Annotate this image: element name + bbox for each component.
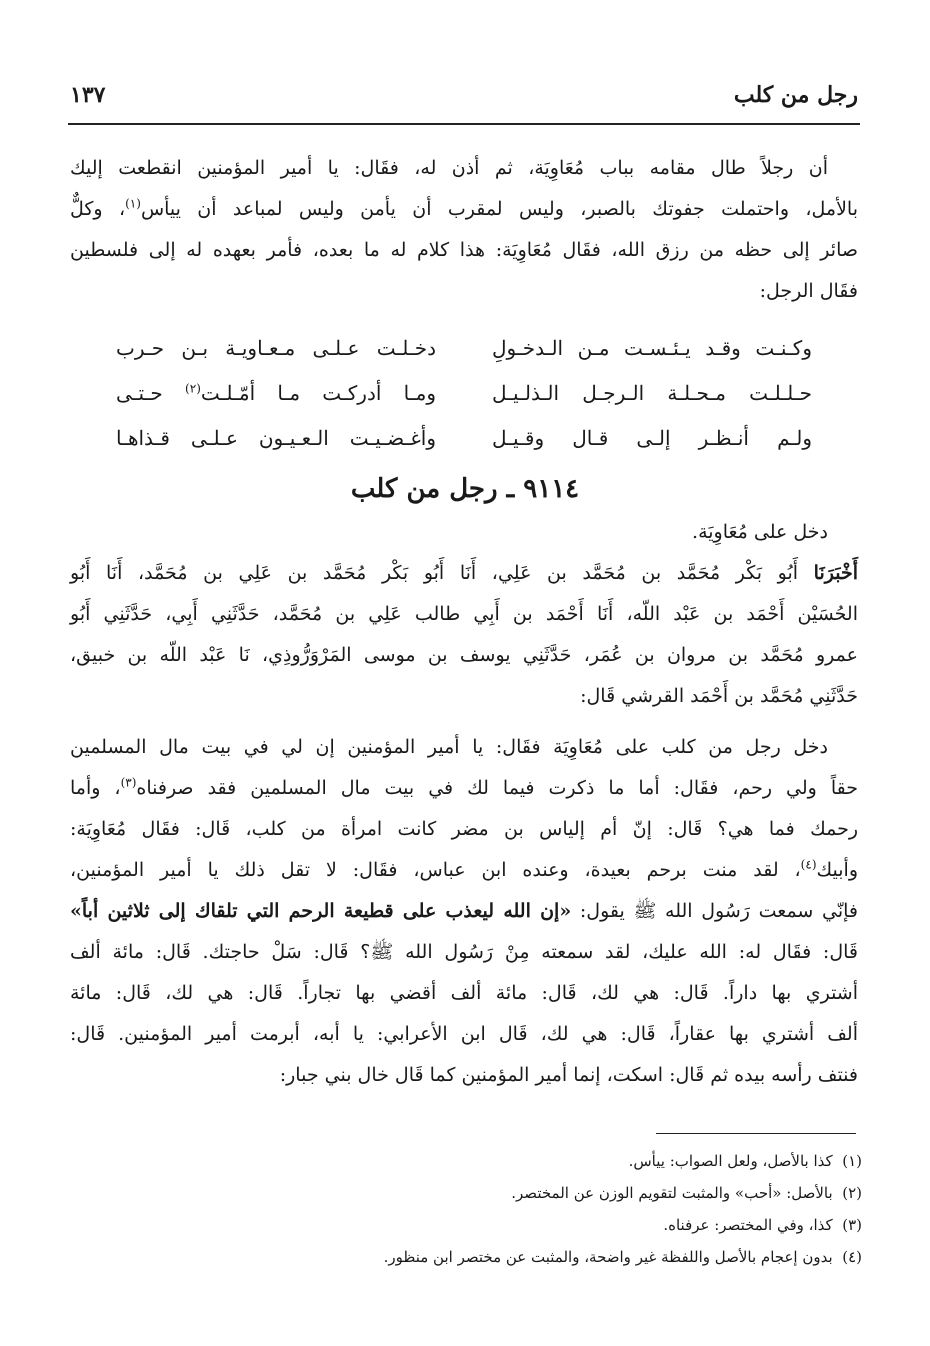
text-span: ، وأما (70, 777, 121, 799)
text-line (70, 194, 858, 224)
text-span: ، وكلٌّ (70, 198, 126, 220)
running-title: رجل من كلب (733, 82, 858, 108)
text-span: حقاً ولي رحم، فقَال: أما ما ذكرت فيما لك في بيت مال المسلمين فقد صرفناه (136, 777, 858, 799)
footnote-marker: (٤) (800, 857, 817, 872)
page-number: ١٣٧ (70, 82, 106, 108)
text-span: ، لقد منت برحم بعيدة، وعنده ابن عباس، فقَال: لا تقل ذلك يا أمير المؤمنين، (70, 859, 801, 881)
poem-hemistich-second: ولـم أنـظـر إلـى قـال وقـيـل (492, 426, 812, 450)
page-header (70, 82, 858, 116)
footnote-rule (656, 1133, 856, 1134)
text-span: وأبيك (816, 859, 858, 881)
footnote-number: (٢) (842, 1184, 862, 1202)
footnote-text: كذا، وفي المختصر: عرفناه. (663, 1216, 833, 1234)
isnad-line: عمرو مُحَمَّد بن مروان بن عُمَر، حَدَّثَنِي يوسف بن موسى المَرْوَرُّوذِي، نَا عَبْد اللّه بن خبيق، (70, 644, 858, 666)
body-line: رحمك فما هي؟ قَال: إنّ أم إلياس بن مضر كانت امرأة من كلب، قَال: فقَال مُعَاوِيَة: (70, 818, 858, 840)
body-line (70, 773, 858, 803)
entry-heading: ٩١١٤ ـ رجل من كلب (350, 474, 580, 504)
footnote (629, 1150, 862, 1172)
entry-intro: دخل على مُعَاوِيَة. (692, 521, 828, 543)
hadith-quote: «إن الله ليعذب على قطيعة الرحم التي تلقاك إلى ثلاثين أباً» (70, 900, 572, 922)
text-span: فقَال الرجل: (759, 280, 858, 302)
body-line: قَال: فقَال له: الله عليك، لقد سمعته مِنْ رَسُول الله ﷺ؟ قَال: سَلْ حاجتك. قَال: مائة ألف (70, 941, 858, 963)
body-line: دخل رجل من كلب على مُعَاوِيَة فقَال: يا أمير المؤمنين إن لي في بيت مال المسلمين (70, 736, 828, 758)
poem-hemistich-first: وأغـضـيـت الـعـيـون عـلـى قـذاهـا (116, 426, 436, 450)
body-line: ألف أشتري بها عقاراً، قَال: هي لك، قَال ابن الأعرابي: يا أبه، أبرمت أمير المؤمنين. قَال: (70, 1023, 858, 1045)
footnote (384, 1246, 862, 1268)
isnad-lead: أَخْبَرَنَا (813, 562, 858, 584)
footnote-number: (١) (842, 1152, 862, 1170)
isnad-line (70, 558, 858, 588)
footnote-number: (٣) (842, 1216, 862, 1234)
footnote-text: كذا بالأصل، ولعل الصواب: ييأس. (628, 1152, 833, 1170)
poem-hemistich-first (116, 378, 436, 408)
footnote-marker: (٣) (120, 775, 137, 790)
footnote (511, 1182, 862, 1204)
text-line (70, 235, 858, 265)
footnote-marker: (٢) (185, 381, 201, 396)
body-line (70, 855, 858, 885)
isnad-line: الحُسَيْن أَحْمَد بن عَبْد اللّه، أَنَا أَحْمَد بن أَبِي طالب عَلِي بن مُحَمَّد، حَدَّثَنِي أَبِي، حَدَّثَنِي أَبُو (70, 603, 858, 625)
footnote (663, 1214, 862, 1236)
poem-hemistich-first: دخـلـت عـلـى مـعـاويـة بـن حـرب (116, 336, 436, 360)
footnote-number: (٤) (842, 1248, 862, 1266)
body-line (70, 896, 858, 926)
poem-hemistich-second: حـلـلـت مـحـلـة الـرجـل الـذلـيـل (492, 381, 812, 405)
text-span: ومـا أدركـت مـا أمّـلـت (200, 381, 436, 405)
body-line: أشتري بها داراً. قَال: هي لك، قَال: مائة ألف أقضي بها تجاراً. قَال: هي لك، قَال: مائة (70, 982, 858, 1004)
text-span: بالأمل، واحتملت جفوتك بالصبر، وليس لمقرب أن يأمن وليس لمباعد أن ييأس (140, 198, 858, 220)
header-rule (68, 123, 860, 125)
isnad-line: حَدَّثَنِي مُحَمَّد بن أَحْمَد القرشي قَال: (580, 685, 858, 707)
text-span: حـتـى (116, 381, 186, 405)
text-span: فإنّي سمعت رَسُول الله ﷺ يقول: (571, 900, 858, 922)
text-line (70, 153, 828, 183)
footnote-marker: (١) (125, 196, 141, 211)
text-span: أَبُو بَكْر مُحَمَّد بن مُحَمَّد بن عَلِي، أَنَا أَبُو بَكْر مُحَمَّد بن عَلِي بن مُحَمَّد، أَنَا أَبُو (70, 562, 814, 584)
footnote-text: بالأصل: «أحب» والمثبت لتقويم الوزن عن المختصر. (511, 1184, 833, 1202)
text-line (70, 276, 858, 306)
text-span: صائر إلى حظه من رزق الله، فقَال مُعَاوِيَة: هذا كلام له ما بعده، فأمر بعهده له إلى فلسطين (70, 239, 858, 261)
text-span: أن رجلاً طال مقامه بباب مُعَاوِيَة، ثم أذن له، فقَال: يا أمير المؤمنين انقطعت إليك (70, 157, 828, 179)
footnote-text: بدون إعجام بالأصل واللفظة غير واضحة، والمثبت عن مختصر ابن منظور. (383, 1248, 833, 1266)
body-line: فنتف رأسه بيده ثم قَال: اسكت، إنما أمير المؤمنين كما قَال خال بني جبار: (279, 1064, 858, 1086)
poem-hemistich-second: وكـنـت وقـد يـئـسـت مـن الـدخـولِ (492, 336, 812, 360)
